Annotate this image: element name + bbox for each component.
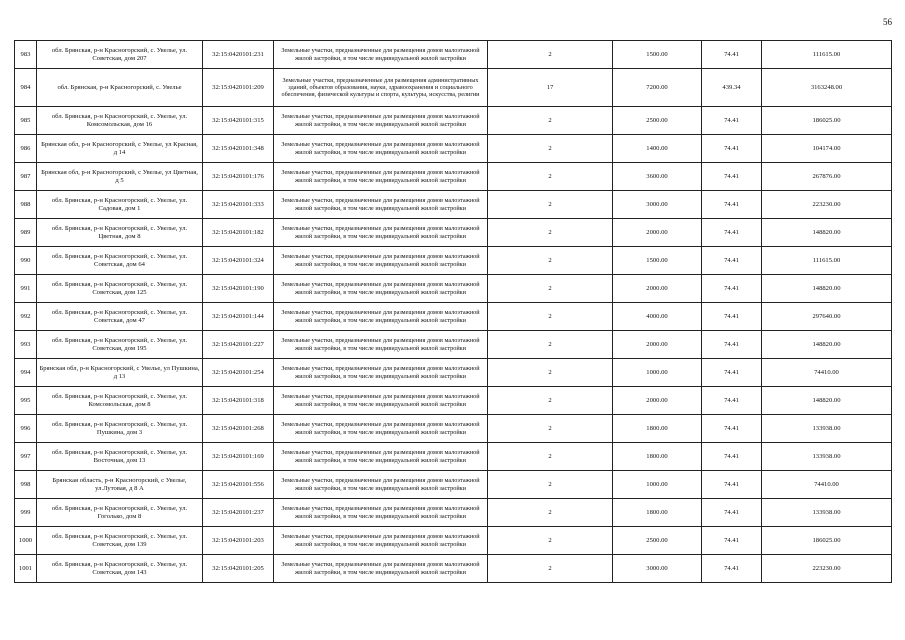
group-number-cell: 17	[488, 69, 613, 107]
row-number-cell: 991	[15, 275, 37, 303]
area-cell: 2000.00	[613, 275, 702, 303]
specific-value-cell: 74.41	[702, 443, 762, 471]
table-row	[15, 163, 892, 191]
group-number-cell: 2	[488, 135, 613, 163]
area-cell: 1000.00	[613, 359, 702, 387]
cadastral-value-cell: 133938.00	[762, 443, 892, 471]
address-cell: обл. Брянская, р-н Красногорский, с. Увелье	[37, 69, 203, 107]
area-cell: 1500.00	[613, 247, 702, 275]
area-cell: 2000.00	[613, 331, 702, 359]
group-number-cell: 2	[488, 163, 613, 191]
land-use-cell: Земельные участки, предназначенные для размещения домов малоэтажной жилой застройки, в том числе индивидуальной жилой застройки	[274, 471, 488, 499]
cadastral-value-cell: 148820.00	[762, 275, 892, 303]
group-number-cell: 2	[488, 191, 613, 219]
cadastral-value-cell: 186025.00	[762, 527, 892, 555]
cadastral-number-cell: 32:15:0420101:182	[203, 219, 274, 247]
address-cell: Брянская обл, р-н Красногорский, с Увелье, ул Пушкина, д 13	[37, 359, 203, 387]
address-cell: обл. Брянская, р-н Красногорский, с. Увелье, ул. Цветная, дом 8	[37, 219, 203, 247]
land-use-cell: Земельные участки, предназначенные для размещения домов малоэтажной жилой застройки, в том числе индивидуальной жилой застройки	[274, 527, 488, 555]
table-row	[15, 471, 892, 499]
cadastral-number-cell: 32:15:0420101:324	[203, 247, 274, 275]
specific-value-cell: 74.41	[702, 303, 762, 331]
group-number-cell: 2	[488, 41, 613, 69]
cadastral-number-cell: 32:15:0420101:209	[203, 69, 274, 107]
table-row	[15, 359, 892, 387]
table-row	[15, 527, 892, 555]
area-cell: 3000.00	[613, 191, 702, 219]
table-row	[15, 275, 892, 303]
specific-value-cell: 74.41	[702, 247, 762, 275]
land-use-cell: Земельные участки, предназначенные для размещения домов малоэтажной жилой застройки, в том числе индивидуальной жилой застройки	[274, 415, 488, 443]
table-row	[15, 443, 892, 471]
row-number-cell: 998	[15, 471, 37, 499]
land-use-cell: Земельные участки, предназначенные для размещения административных зданий, объектов образования, науки, здравоохранения и социального обеспечения, физической культуры и спорта, культуры, искусства, религии	[274, 69, 488, 107]
area-cell: 1500.00	[613, 41, 702, 69]
address-cell: обл. Брянская, р-н Красногорский, с. Увелье, ул. Восточная, дом 13	[37, 443, 203, 471]
group-number-cell: 2	[488, 471, 613, 499]
cadastral-number-cell: 32:15:0420101:315	[203, 107, 274, 135]
cadastral-number-cell: 32:15:0420101:169	[203, 443, 274, 471]
table-body	[15, 41, 892, 583]
land-use-cell: Земельные участки, предназначенные для размещения домов малоэтажной жилой застройки, в том числе индивидуальной жилой застройки	[274, 107, 488, 135]
cadastral-number-cell: 32:15:0420101:556	[203, 471, 274, 499]
table-row	[15, 107, 892, 135]
cadastral-value-cell: 3163248.00	[762, 69, 892, 107]
table-row	[15, 247, 892, 275]
area-cell: 3600.00	[613, 163, 702, 191]
cadastral-value-cell: 133938.00	[762, 415, 892, 443]
specific-value-cell: 74.41	[702, 191, 762, 219]
land-use-cell: Земельные участки, предназначенные для размещения домов малоэтажной жилой застройки, в том числе индивидуальной жилой застройки	[274, 499, 488, 527]
cadastral-number-cell: 32:15:0420101:237	[203, 499, 274, 527]
table-row	[15, 135, 892, 163]
cadastral-value-cell: 297640.00	[762, 303, 892, 331]
address-cell: обл. Брянская, р-н Красногорский, с. Увелье, ул. Советская, дом 47	[37, 303, 203, 331]
land-use-cell: Земельные участки, предназначенные для размещения домов малоэтажной жилой застройки, в том числе индивидуальной жилой застройки	[274, 41, 488, 69]
row-number-cell: 1000	[15, 527, 37, 555]
row-number-cell: 1001	[15, 555, 37, 583]
cadastral-number-cell: 32:15:0420101:205	[203, 555, 274, 583]
cadastral-number-cell: 32:15:0420101:144	[203, 303, 274, 331]
group-number-cell: 2	[488, 415, 613, 443]
row-number-cell: 988	[15, 191, 37, 219]
address-cell: Брянская область, р-н Красногорский, с Увелье, ул.Лутовая, д 8 А	[37, 471, 203, 499]
area-cell: 7200.00	[613, 69, 702, 107]
specific-value-cell: 74.41	[702, 219, 762, 247]
address-cell: обл. Брянская, р-н Красногорский, с. Увелье, ул. Советская, дом 125	[37, 275, 203, 303]
cadastral-value-cell: 267876.00	[762, 163, 892, 191]
cadastral-value-cell: 133938.00	[762, 499, 892, 527]
group-number-cell: 2	[488, 219, 613, 247]
area-cell: 1800.00	[613, 415, 702, 443]
cadastral-number-cell: 32:15:0420101:254	[203, 359, 274, 387]
row-number-cell: 989	[15, 219, 37, 247]
specific-value-cell: 74.41	[702, 107, 762, 135]
address-cell: обл. Брянская, р-н Красногорский, с. Увелье, ул. Комсомольская, дом 8	[37, 387, 203, 415]
row-number-cell: 993	[15, 331, 37, 359]
land-use-cell: Земельные участки, предназначенные для размещения домов малоэтажной жилой застройки, в том числе индивидуальной жилой застройки	[274, 359, 488, 387]
group-number-cell: 2	[488, 275, 613, 303]
cadastral-value-cell: 74410.00	[762, 471, 892, 499]
specific-value-cell: 74.41	[702, 555, 762, 583]
table-row	[15, 219, 892, 247]
row-number-cell: 992	[15, 303, 37, 331]
table-row	[15, 303, 892, 331]
area-cell: 1000.00	[613, 471, 702, 499]
cadastral-value-cell: 148820.00	[762, 387, 892, 415]
cadastral-number-cell: 32:15:0420101:268	[203, 415, 274, 443]
address-cell: обл. Брянская, р-н Красногорский, с. Увелье, ул. Комсомольская, дом 16	[37, 107, 203, 135]
row-number-cell: 987	[15, 163, 37, 191]
area-cell: 4000.00	[613, 303, 702, 331]
row-number-cell: 996	[15, 415, 37, 443]
land-use-cell: Земельные участки, предназначенные для размещения домов малоэтажной жилой застройки, в том числе индивидуальной жилой застройки	[274, 247, 488, 275]
area-cell: 2500.00	[613, 527, 702, 555]
cadastral-value-cell: 223230.00	[762, 555, 892, 583]
row-number-cell: 986	[15, 135, 37, 163]
table-row	[15, 387, 892, 415]
specific-value-cell: 74.41	[702, 387, 762, 415]
cadastral-number-cell: 32:15:0420101:176	[203, 163, 274, 191]
group-number-cell: 2	[488, 247, 613, 275]
row-number-cell: 999	[15, 499, 37, 527]
group-number-cell: 2	[488, 359, 613, 387]
cadastral-value-cell: 104174.00	[762, 135, 892, 163]
area-cell: 1800.00	[613, 443, 702, 471]
address-cell: Брянская обл, р-н Красногорский, с Увелье, ул Красная, д 14	[37, 135, 203, 163]
cadastral-number-cell: 32:15:0420101:333	[203, 191, 274, 219]
area-cell: 2000.00	[613, 219, 702, 247]
group-number-cell: 2	[488, 107, 613, 135]
land-use-cell: Земельные участки, предназначенные для размещения домов малоэтажной жилой застройки, в том числе индивидуальной жилой застройки	[274, 219, 488, 247]
page-number: 56	[883, 17, 892, 27]
address-cell: обл. Брянская, р-н Красногорский, с. Увелье, ул. Советская, дом 139	[37, 527, 203, 555]
group-number-cell: 2	[488, 443, 613, 471]
specific-value-cell: 74.41	[702, 471, 762, 499]
address-cell: обл. Брянская, р-н Красногорский, с. Увелье, ул. Садовая, дом 1	[37, 191, 203, 219]
row-number-cell: 984	[15, 69, 37, 107]
specific-value-cell: 74.41	[702, 331, 762, 359]
group-number-cell: 2	[488, 331, 613, 359]
land-use-cell: Земельные участки, предназначенные для размещения домов малоэтажной жилой застройки, в том числе индивидуальной жилой застройки	[274, 387, 488, 415]
area-cell: 3000.00	[613, 555, 702, 583]
table-row	[15, 41, 892, 69]
group-number-cell: 2	[488, 527, 613, 555]
cadastral-value-cell: 111615.00	[762, 247, 892, 275]
row-number-cell: 983	[15, 41, 37, 69]
specific-value-cell: 74.41	[702, 275, 762, 303]
land-use-cell: Земельные участки, предназначенные для размещения домов малоэтажной жилой застройки, в том числе индивидуальной жилой застройки	[274, 555, 488, 583]
table-row	[15, 331, 892, 359]
row-number-cell: 995	[15, 387, 37, 415]
land-use-cell: Земельные участки, предназначенные для размещения домов малоэтажной жилой застройки, в том числе индивидуальной жилой застройки	[274, 275, 488, 303]
land-use-cell: Земельные участки, предназначенные для размещения домов малоэтажной жилой застройки, в том числе индивидуальной жилой застройки	[274, 443, 488, 471]
specific-value-cell: 74.41	[702, 135, 762, 163]
group-number-cell: 2	[488, 555, 613, 583]
address-cell: обл. Брянская, р-н Красногорский, с. Увелье, ул. Советская, дом 143	[37, 555, 203, 583]
cadastral-value-cell: 148820.00	[762, 331, 892, 359]
address-cell: обл. Брянская, р-н Красногорский, с. Увелье, ул. Советская, дом 64	[37, 247, 203, 275]
row-number-cell: 994	[15, 359, 37, 387]
group-number-cell: 2	[488, 303, 613, 331]
land-use-cell: Земельные участки, предназначенные для размещения домов малоэтажной жилой застройки, в том числе индивидуальной жилой застройки	[274, 135, 488, 163]
area-cell: 1800.00	[613, 499, 702, 527]
table-row	[15, 499, 892, 527]
cadastral-value-cell: 186025.00	[762, 107, 892, 135]
group-number-cell: 2	[488, 499, 613, 527]
cadastral-value-cell: 148820.00	[762, 219, 892, 247]
specific-value-cell: 74.41	[702, 41, 762, 69]
specific-value-cell: 74.41	[702, 499, 762, 527]
cadastral-value-cell: 223230.00	[762, 191, 892, 219]
row-number-cell: 990	[15, 247, 37, 275]
cadastral-value-cell: 74410.00	[762, 359, 892, 387]
address-cell: обл. Брянская, р-н Красногорский, с. Увелье, ул. Советская, дом 195	[37, 331, 203, 359]
specific-value-cell: 74.41	[702, 415, 762, 443]
land-use-cell: Земельные участки, предназначенные для размещения домов малоэтажной жилой застройки, в том числе индивидуальной жилой застройки	[274, 191, 488, 219]
cadastral-value-table	[14, 40, 892, 583]
specific-value-cell: 439.34	[702, 69, 762, 107]
table-row	[15, 69, 892, 107]
specific-value-cell: 74.41	[702, 527, 762, 555]
address-cell: обл. Брянская, р-н Красногорский, с. Увелье, ул. Гоголько, дом 8	[37, 499, 203, 527]
area-cell: 2500.00	[613, 107, 702, 135]
cadastral-number-cell: 32:15:0420101:227	[203, 331, 274, 359]
cadastral-number-cell: 32:15:0420101:318	[203, 387, 274, 415]
cadastral-number-cell: 32:15:0420101:190	[203, 275, 274, 303]
specific-value-cell: 74.41	[702, 359, 762, 387]
land-use-cell: Земельные участки, предназначенные для размещения домов малоэтажной жилой застройки, в том числе индивидуальной жилой застройки	[274, 303, 488, 331]
land-use-cell: Земельные участки, предназначенные для размещения домов малоэтажной жилой застройки, в том числе индивидуальной жилой застройки	[274, 331, 488, 359]
cadastral-number-cell: 32:15:0420101:231	[203, 41, 274, 69]
address-cell: Брянская обл, р-н Красногорский, с Увелье, ул Цветная, д 5	[37, 163, 203, 191]
address-cell: обл. Брянская, р-н Красногорский, с. Увелье, ул. Пушкина, дом 3	[37, 415, 203, 443]
address-cell: обл. Брянская, р-н Красногорский, с. Увелье, ул. Советская, дом 207	[37, 41, 203, 69]
row-number-cell: 997	[15, 443, 37, 471]
specific-value-cell: 74.41	[702, 163, 762, 191]
table-row	[15, 415, 892, 443]
area-cell: 2000.00	[613, 387, 702, 415]
cadastral-number-cell: 32:15:0420101:203	[203, 527, 274, 555]
area-cell: 1400.00	[613, 135, 702, 163]
table-row	[15, 555, 892, 583]
cadastral-number-cell: 32:15:0420101:348	[203, 135, 274, 163]
row-number-cell: 985	[15, 107, 37, 135]
land-use-cell: Земельные участки, предназначенные для размещения домов малоэтажной жилой застройки, в том числе индивидуальной жилой застройки	[274, 163, 488, 191]
group-number-cell: 2	[488, 387, 613, 415]
cadastral-value-cell: 111615.00	[762, 41, 892, 69]
table-row	[15, 191, 892, 219]
